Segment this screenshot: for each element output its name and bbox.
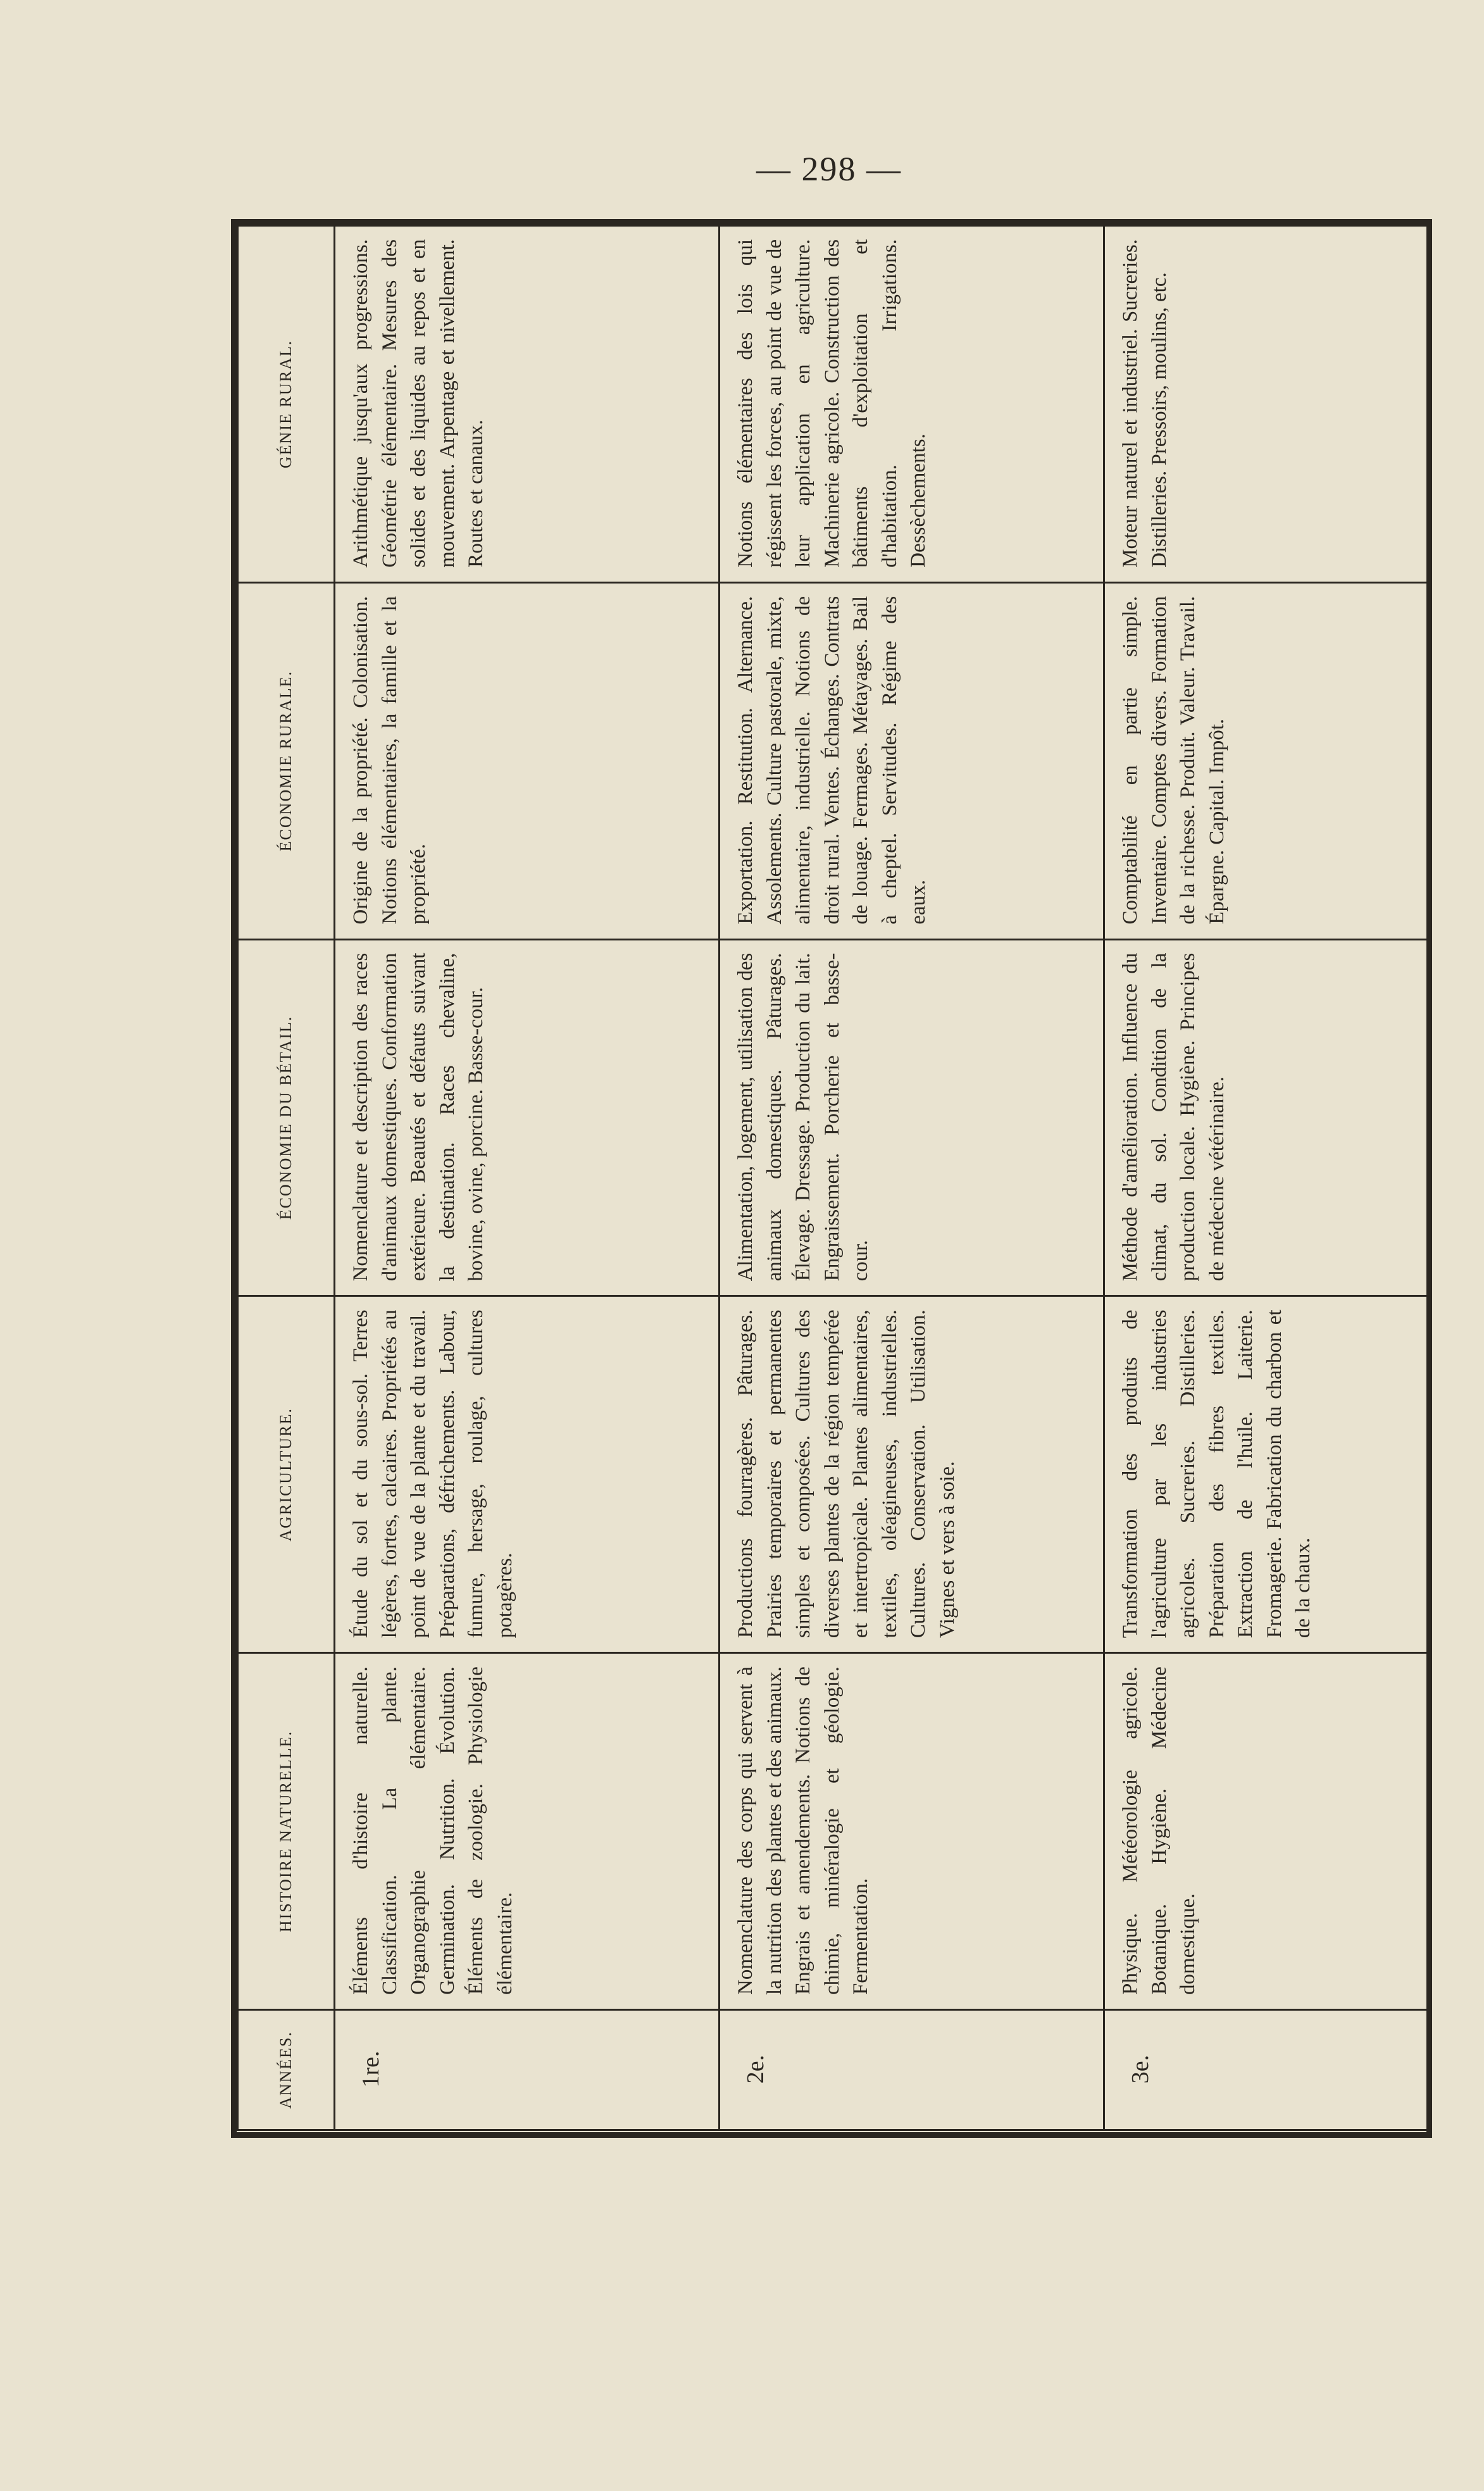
agriculture-cell: Étude du sol et du sous-sol. Terres légères, fortes, calcaires. Propriétés au point de vue de la plante et du travail. Préparations, défrichements. Labour, fumure, hersage, roulage, cultures potagères.: [335, 1296, 720, 1653]
table-row: [720, 226, 1104, 2130]
agriculture-cell: Transformation des produits de l'agriculture par les industries agricoles. Sucreries. Distilleries. Préparation des fibres textiles. Extraction de l'huile. Laiterie. Fromagerie. Fabrication du charbon et de la chaux.: [1104, 1296, 1433, 1653]
curriculum-table: [237, 225, 1432, 2131]
header-agriculture: AGRICULTURE.: [238, 1296, 335, 1653]
betail-cell: Alimentation, logement, utilisation des animaux domestiques. Pâturages. Élevage. Dressage. Production du lait. Engraissement. Porcherie et basse-cour.: [720, 939, 1104, 1296]
year-cell: 2e.: [720, 2010, 1104, 2130]
year-cell: 3e.: [1104, 2010, 1433, 2130]
histoire-cell: Éléments d'histoire naturelle. Classification. La plante. Organographie élémentaire. Germination. Nutrition. Évolution. Éléments de zoologie. Physiologie élémentaire.: [335, 1653, 720, 2010]
genie-cell: Notions élémentaires des lois qui régissent les forces, au point de vue de leur application en agriculture. Machinerie agricole. Construction des bâtiments d'exploitation et d'habitation. Irrigations. Dessèchements.: [720, 226, 1104, 583]
table-header-row: [238, 226, 335, 2130]
rurale-cell: Origine de la propriété. Colonisation. Notions élémentaires, la famille et la propriété.: [335, 582, 720, 939]
betail-cell: Nomenclature et description des races d'animaux domestiques. Conformation extérieure. Beautés et défauts suivant la destination. Races chevaline, bovine, ovine, porcine. Basse-cour.: [335, 939, 720, 1296]
header-annees: ANNÉES.: [238, 2010, 335, 2130]
table-row: [1104, 226, 1433, 2130]
betail-cell: Méthode d'amélioration. Influence du climat, du sol. Condition de la production locale. Hygiène. Principes de médecine vétérinaire.: [1104, 939, 1433, 1296]
histoire-cell: Nomenclature des corps qui servent à la nutrition des plantes et des animaux. Engrais et amendements. Notions de chimie, minéralogie et géologie. Fermentation.: [720, 1653, 1104, 2010]
header-economie-rurale: ÉCONOMIE RURALE.: [238, 582, 335, 939]
page-number: — 298 —: [756, 150, 902, 188]
histoire-cell: Physique. Météorologie agricole. Botanique. Hygiène. Médecine domestique.: [1104, 1653, 1433, 2010]
rurale-cell: Exportation. Restitution. Alternance. Assolements. Culture pastorale, mixte, alimentaire, industrielle. Notions de droit rural. Ventes. Échanges. Contrats de louage. Fermages. Métayages. Bail à cheptel. Servitudes. Régime des eaux.: [720, 582, 1104, 939]
header-histoire-naturelle: HISTOIRE NATURELLE.: [238, 1653, 335, 2010]
curriculum-table-frame: [231, 219, 1432, 2138]
genie-cell: Moteur naturel et industriel. Sucreries. Distilleries. Pressoirs, moulins, etc.: [1104, 226, 1433, 583]
table-row: [335, 226, 720, 2130]
year-cell: 1re.: [335, 2010, 720, 2130]
rotated-table-wrapper: [237, 225, 1425, 2131]
agriculture-cell: Productions fourragères. Pâturages. Prairies temporaires et permanentes simples et composées. Cultures des diverses plantes de la région tempérée et intertropicale. Plantes alimentaires, textiles, oléagineuses, industrielles. Cultures. Conservation. Utilisation. Vignes et vers à soie.: [720, 1296, 1104, 1653]
header-genie-rural: GÉNIE RURAL.: [238, 226, 335, 583]
genie-cell: Arithmétique jusqu'aux progressions. Géométrie élémentaire. Mesures des solides et des liquides au repos et en mouvement. Arpentage et nivellement. Routes et canaux.: [335, 226, 720, 583]
header-economie-betail: ÉCONOMIE DU BÉTAIL.: [238, 939, 335, 1296]
rurale-cell: Comptabilité en partie simple. Inventaire. Comptes divers. Formation de la richesse. Produit. Valeur. Travail. Épargne. Capital. Impôt.: [1104, 582, 1433, 939]
